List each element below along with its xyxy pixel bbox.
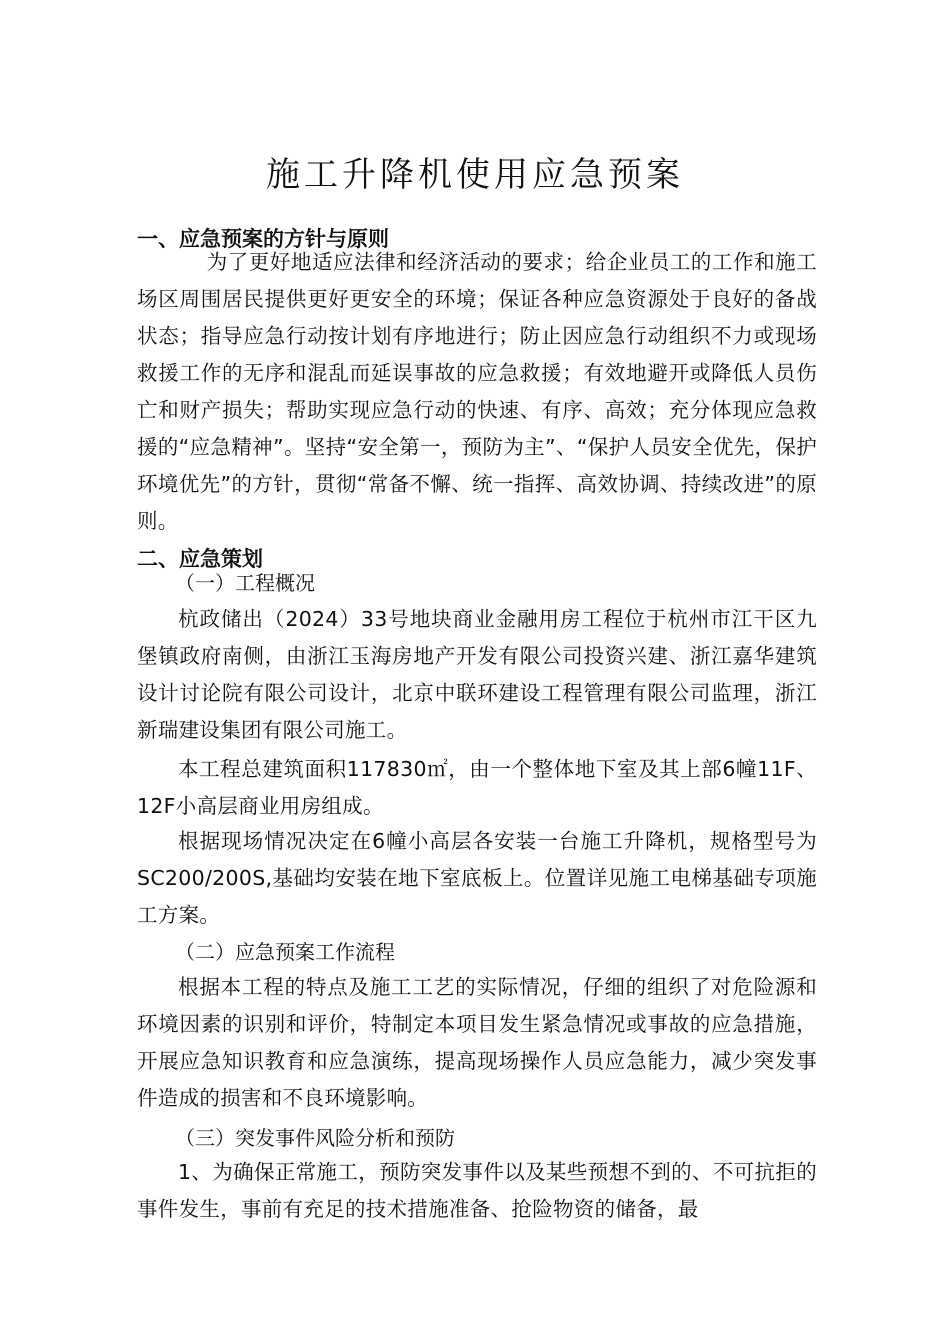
subheading-risk-analysis: （三）突发事件风险分析和预防 [175,1126,455,1150]
building-area-paragraph: 本工程总建筑面积117830㎡，由一个整体地下室及其上部6幢11F、12F小高层商业用房组成。 [137,757,817,818]
workflow-paragraph: 根据本工程的特点及施工工艺的实际情况，仔细的组织了对危险源和环境因素的识别和评价，特制定本项目发生紧急情况或事故的应急措施，开展应急知识教育和应急演练，提高现场操作人员应急能力，减少突发事件造成的损害和不良环境影响。 [137,975,817,1110]
principles-paragraph: 为了更好地适应法律和经济活动的要求；给企业员工的工作和施工场区周围居民提供更好更安全的环境；保证各种应急资源处于良好的备战状态；指导应急行动按计划有序地进行；防止因应急行动组织不力或现场救援工作的无序和混乱而延误事故的应急救援；有效地避开或降低人员伤亡和财产损失；帮助实现应急行动的快速、有序、高效；充分体现应急救援的“应急精神”。坚持“安全第一，预防为主”、“保护人员安全优先，保护环境优先”的方针，贯彻“常备不懈、统一指挥、高效协调、持续改进”的原则。 [137,250,817,533]
project-overview-paragraph: 杭政储出（2024）33号地块商业金融用房工程位于杭州市江干区九堡镇政府南侧，由浙江玉海房地产开发有限公司投资兴建、浙江嘉华建筑设计讨论院有限公司设计，北京中联环建设工程管理有限公司监理，浙江新瑞建设集团有限公司施工。 [137,607,817,742]
elevator-install-paragraph: 根据现场情况决定在6幢小高层各安装一台施工升降机，规格型号为SC200/200S,基础均安装在地下室底板上。位置详见施工电梯基础专项施工方案。 [137,829,817,927]
section-heading-planning: 二、应急策划 [137,547,263,571]
document-title: 施工升降机使用应急预案 [266,155,684,195]
section-heading-principles: 一、应急预案的方针与原则 [137,227,389,251]
risk-analysis-paragraph: 1、为确保正常施工，预防突发事件以及某些预想不到的、不可抗拒的事件发生，事前有充足的技术措施准备、抢险物资的储备，最 [137,1160,817,1221]
subheading-project-overview: （一）工程概况 [175,571,315,595]
subheading-workflow: （二）应急预案工作流程 [175,940,395,964]
